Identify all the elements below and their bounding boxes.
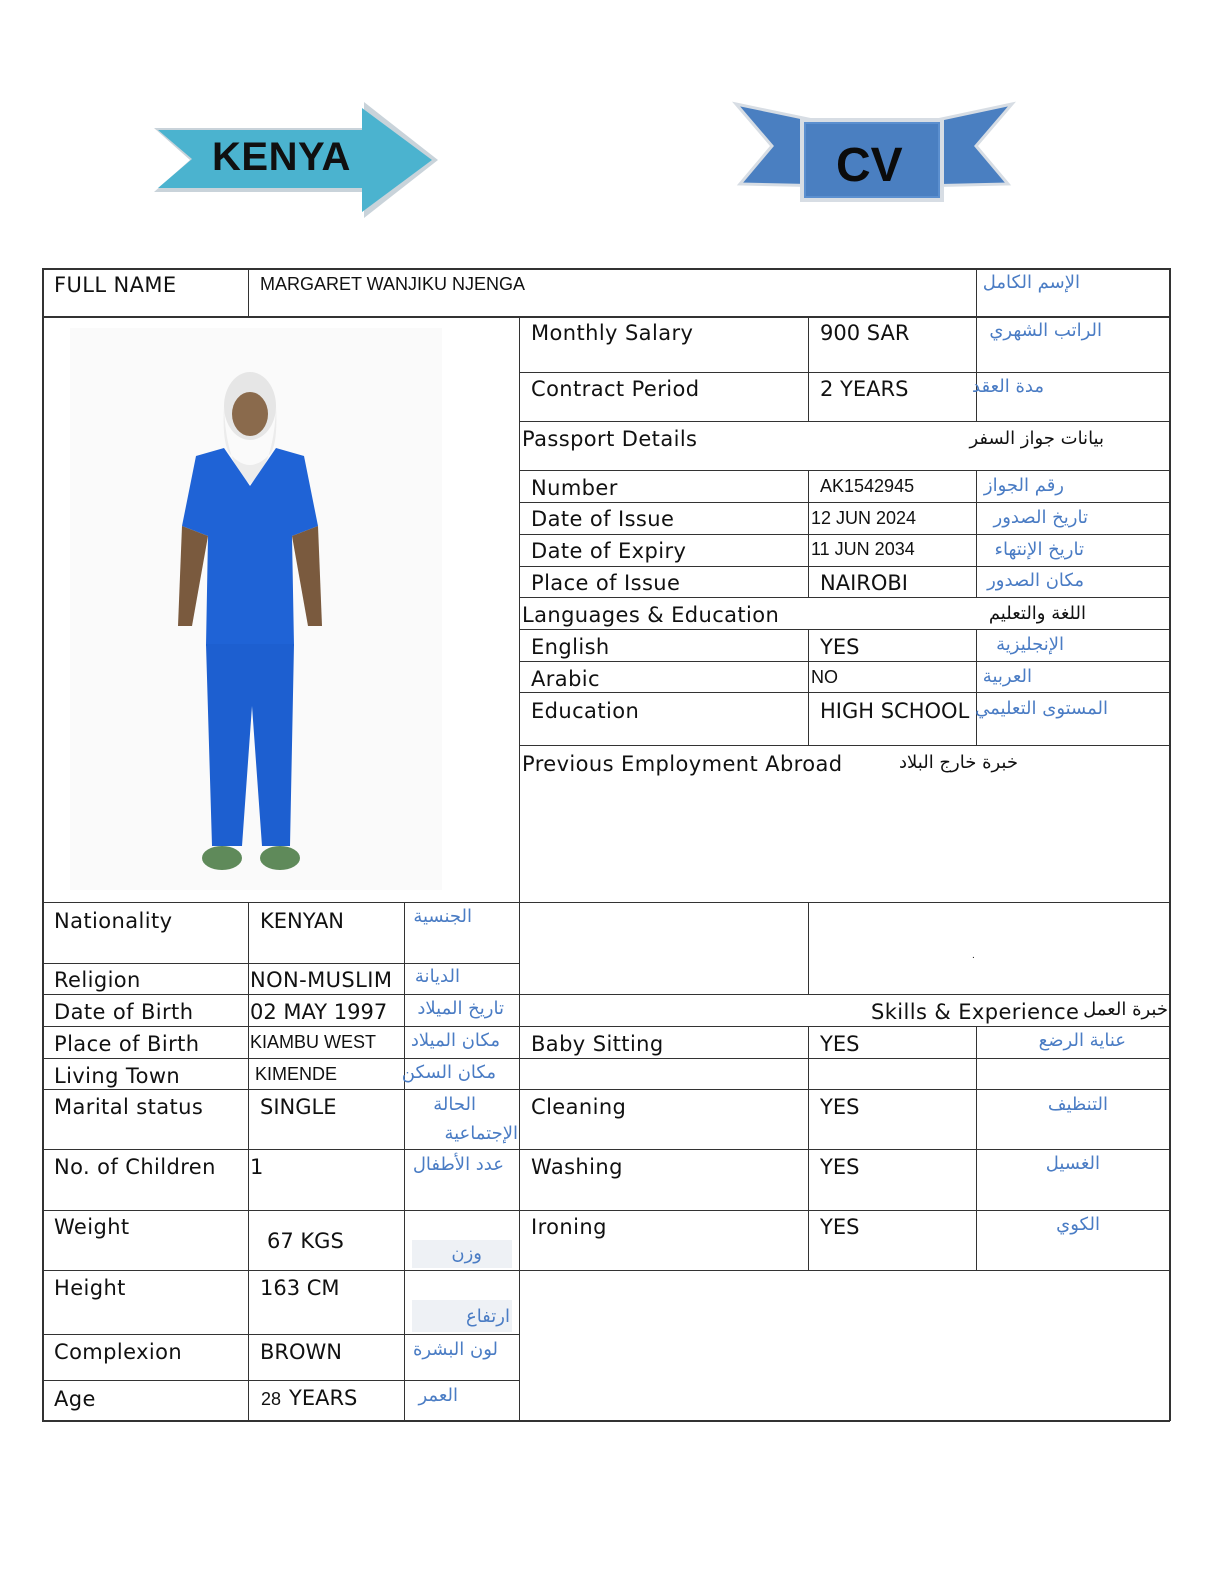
place-of-birth-arabic: مكان الميلاد [410, 1030, 500, 1051]
religion-arabic: الديانة [414, 966, 460, 987]
place-of-issue-label: Place of Issue [531, 571, 681, 595]
monthly-salary-value: 900 SAR [820, 321, 910, 345]
previous-employment-label: Previous Employment Abroad [522, 752, 843, 776]
contract-period-arabic: مدة العقد [972, 376, 1044, 397]
date-of-birth-label: Date of Birth [54, 1000, 194, 1024]
date-of-issue-label: Date of Issue [531, 507, 675, 531]
date-of-issue-arabic: تاريخ الصدور [993, 507, 1088, 528]
previous-employment-arabic: خبرة خارج البلاد [899, 752, 1018, 773]
place-of-birth-value: KIAMBU WEST [250, 1032, 377, 1052]
passport-number-label: Number [531, 476, 618, 500]
baby-sitting-label: Baby Sitting [531, 1032, 664, 1056]
complexion-label: Complexion [54, 1340, 183, 1364]
date-of-birth-arabic: تاريخ الميلاد [417, 998, 504, 1019]
ironing-label: Ironing [531, 1215, 607, 1239]
date-of-expiry-value: 11 JUN 2034 [811, 539, 915, 559]
place-of-issue-value: NAIROBI [820, 571, 908, 595]
religion-value: NON-MUSLIM [250, 968, 393, 992]
contract-period-value: 2 YEARS [820, 377, 909, 401]
place-of-issue-arabic: مكان الصدور [987, 570, 1084, 591]
ironing-value: YES [820, 1215, 860, 1239]
children-label: No. of Children [54, 1155, 216, 1179]
cleaning-value: YES [820, 1095, 860, 1119]
nationality-value: KENYAN [260, 909, 345, 933]
skills-header-arabic: خبرة العمل [1083, 999, 1168, 1020]
monthly-salary-label: Monthly Salary [531, 321, 694, 345]
education-arabic: المستوى التعليمي [975, 698, 1108, 719]
monthly-salary-arabic: الراتب الشهري [989, 320, 1102, 341]
religion-label: Religion [54, 968, 141, 992]
children-arabic: عدد الأطفال [412, 1154, 504, 1175]
ironing-arabic: الكوي [1056, 1214, 1100, 1235]
candidate-photo-icon [66, 326, 446, 892]
education-value: HIGH SCHOOL [820, 699, 970, 723]
passport-details-arabic: بيانات جواز السفر [969, 428, 1104, 449]
marital-status-arabic-line2: الإجتماعية [444, 1123, 518, 1144]
nationality-label: Nationality [54, 909, 173, 933]
nationality-arabic: الجنسية [413, 906, 472, 927]
arabic-language-label: Arabic [531, 667, 600, 691]
full-name-arabic: الإسم الكامل [982, 272, 1080, 293]
age-arabic: العمر [418, 1385, 458, 1406]
arabic-language-value: NO [811, 667, 838, 687]
english-arabic: الإنجليزية [996, 634, 1064, 655]
country-banner-text: KENYA [212, 135, 351, 179]
languages-education-label: Languages & Education [522, 603, 780, 627]
age-value-unit: YEARS [289, 1386, 358, 1410]
age-label: Age [54, 1387, 96, 1411]
living-town-label: Living Town [54, 1064, 181, 1088]
cleaning-arabic: التنظيف [1047, 1094, 1108, 1115]
children-value: 1 [250, 1155, 264, 1179]
height-value: 163 CM [260, 1276, 340, 1300]
date-of-expiry-arabic: تاريخ الإنتهاء [994, 539, 1084, 560]
complexion-arabic: لون البشرة [412, 1339, 498, 1360]
washing-label: Washing [531, 1155, 623, 1179]
age-value-number: 28 [261, 1389, 282, 1409]
passport-details-label: Passport Details [522, 427, 698, 451]
baby-sitting-value: YES [820, 1032, 860, 1056]
living-town-value: KIMENDE [255, 1064, 338, 1084]
date-of-birth-value: 02 MAY 1997 [250, 1000, 388, 1024]
full-name-value: MARGARET WANJIKU NJENGA [260, 274, 526, 294]
place-of-birth-label: Place of Birth [54, 1032, 200, 1056]
candidate-photo [66, 326, 446, 892]
date-of-expiry-label: Date of Expiry [531, 539, 687, 563]
marital-status-value: SINGLE [260, 1095, 337, 1119]
date-of-issue-value: 12 JUN 2024 [811, 508, 917, 528]
marital-status-label: Marital status [54, 1095, 204, 1119]
marital-status-arabic-line1: الحالة [433, 1094, 476, 1115]
complexion-value: BROWN [260, 1340, 343, 1364]
passport-number-arabic: رقم الجواز [983, 475, 1064, 496]
weight-value: 67 KGS [267, 1229, 344, 1253]
english-value: YES [820, 635, 860, 659]
height-label: Height [54, 1276, 126, 1300]
weight-label: Weight [54, 1215, 130, 1239]
weight-arabic: وزن [451, 1243, 482, 1264]
baby-sitting-arabic: عناية الرضع [1038, 1030, 1126, 1051]
washing-value: YES [820, 1155, 860, 1179]
living-town-arabic: مكان السكن [401, 1062, 496, 1083]
passport-number-value: AK1542945 [820, 476, 915, 496]
languages-education-arabic: اللغة والتعليم [988, 603, 1086, 624]
cv-banner-text: CV [836, 139, 903, 192]
skills-header-label: Skills & Experience [871, 1000, 1080, 1024]
full-name-label: FULL NAME [54, 273, 177, 297]
education-label: Education [531, 699, 640, 723]
contract-period-label: Contract Period [531, 377, 700, 401]
blank-cell-dot: . [972, 950, 975, 961]
english-label: English [531, 635, 610, 659]
washing-arabic: الغسيل [1045, 1153, 1100, 1174]
arabic-language-arabic: العربية [982, 666, 1032, 687]
cleaning-label: Cleaning [531, 1095, 627, 1119]
height-arabic: ارتفاع [465, 1306, 510, 1327]
